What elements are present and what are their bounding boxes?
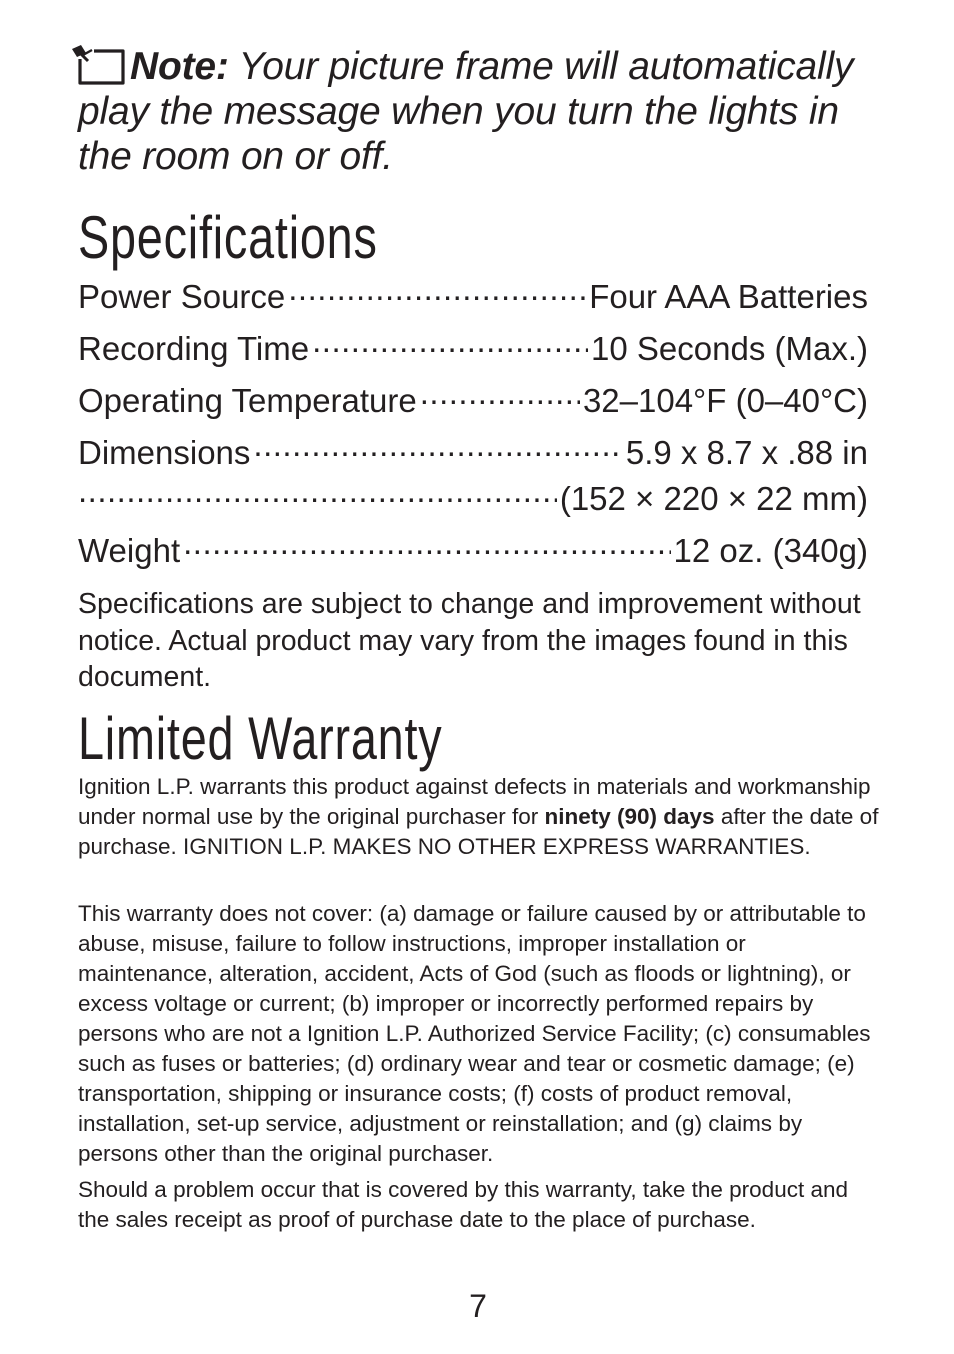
spec-label: Recording Time — [78, 330, 310, 367]
specifications-disclaimer: Specifications are subject to change and improvement without notice. Actual product may vary from the images found in this document. — [78, 588, 861, 693]
spec-label: Power Source — [78, 278, 286, 315]
note-text: Your picture frame will automatically play the message when you turn the lights in the room on or off. — [78, 45, 854, 178]
spec-label: Weight — [78, 532, 181, 569]
spec-label: Operating Temperature — [78, 382, 417, 419]
spec-row-operating-temperature — [78, 382, 868, 434]
dot-leader — [420, 382, 580, 412]
warranty-paragraph-3: Should a problem occur that is covered by this warranty, take the product and the sales receipt as proof of purchase date to the place of purchase. — [78, 1177, 848, 1232]
spec-value: (152 × 220 × 22 mm) — [559, 480, 868, 517]
spec-row-weight — [78, 532, 868, 584]
dot-leader — [288, 278, 586, 308]
note-label: Note: — [130, 45, 229, 88]
spec-label: Dimensions — [78, 434, 251, 471]
warranty-period: ninety (90) days — [544, 804, 715, 829]
spec-value: 12 oz. (340g) — [673, 532, 868, 569]
spec-row-recording-time — [78, 330, 868, 382]
spec-value: 32–104°F (0–40°C) — [582, 382, 868, 419]
spec-row-power-source — [78, 278, 868, 330]
dot-leader — [253, 434, 622, 464]
warranty-heading: Limited Warranty — [78, 705, 443, 772]
specifications-table — [78, 278, 868, 584]
note-block — [78, 44, 878, 179]
dot-leader — [312, 330, 588, 360]
warranty-paragraph-1 — [78, 772, 880, 862]
warranty-text: after the date of purchase. IGNITION L.P. MAKES NO OTHER EXPRESS WARRANTIES. — [78, 804, 879, 859]
warranty-text: Ignition L.P. warrants this product against defects in materials and workmanship under normal use by the original purchaser for — [78, 774, 871, 829]
spec-row-dimensions — [78, 434, 868, 480]
specifications-heading: Specifications — [78, 204, 378, 271]
dot-leader — [183, 532, 670, 562]
spec-value: 10 Seconds (Max.) — [591, 330, 868, 367]
warranty-paragraph-2: This warranty does not cover: (a) damage or failure caused by or attributable to abuse, misuse, failure to follow instructions, improper installation or maintenance, alteration, accident, Acts of God (such as floods or lightning), or excess voltage or current; (b) improper or incorrectly performed repairs by persons who are not a Ignition L.P. Authorized Service Facility; (c) consumables such as fuses or batteries; (d) ordinary wear and tear or cosmetic damage; (e) transportation, shipping or insurance costs; (f) costs of product removal, installation, set-up service, adjustment or reinstallation; and (g) claims by persons other than the original purchaser. — [78, 901, 871, 1166]
page-number: 7 — [469, 1288, 487, 1324]
dot-leader — [78, 480, 557, 510]
spec-value: 5.9 x 8.7 x .88 in — [625, 434, 868, 471]
spec-value: Four AAA Batteries — [589, 278, 868, 315]
spec-row-dimensions-metric — [78, 480, 868, 532]
note-pushpin-icon — [68, 45, 126, 85]
